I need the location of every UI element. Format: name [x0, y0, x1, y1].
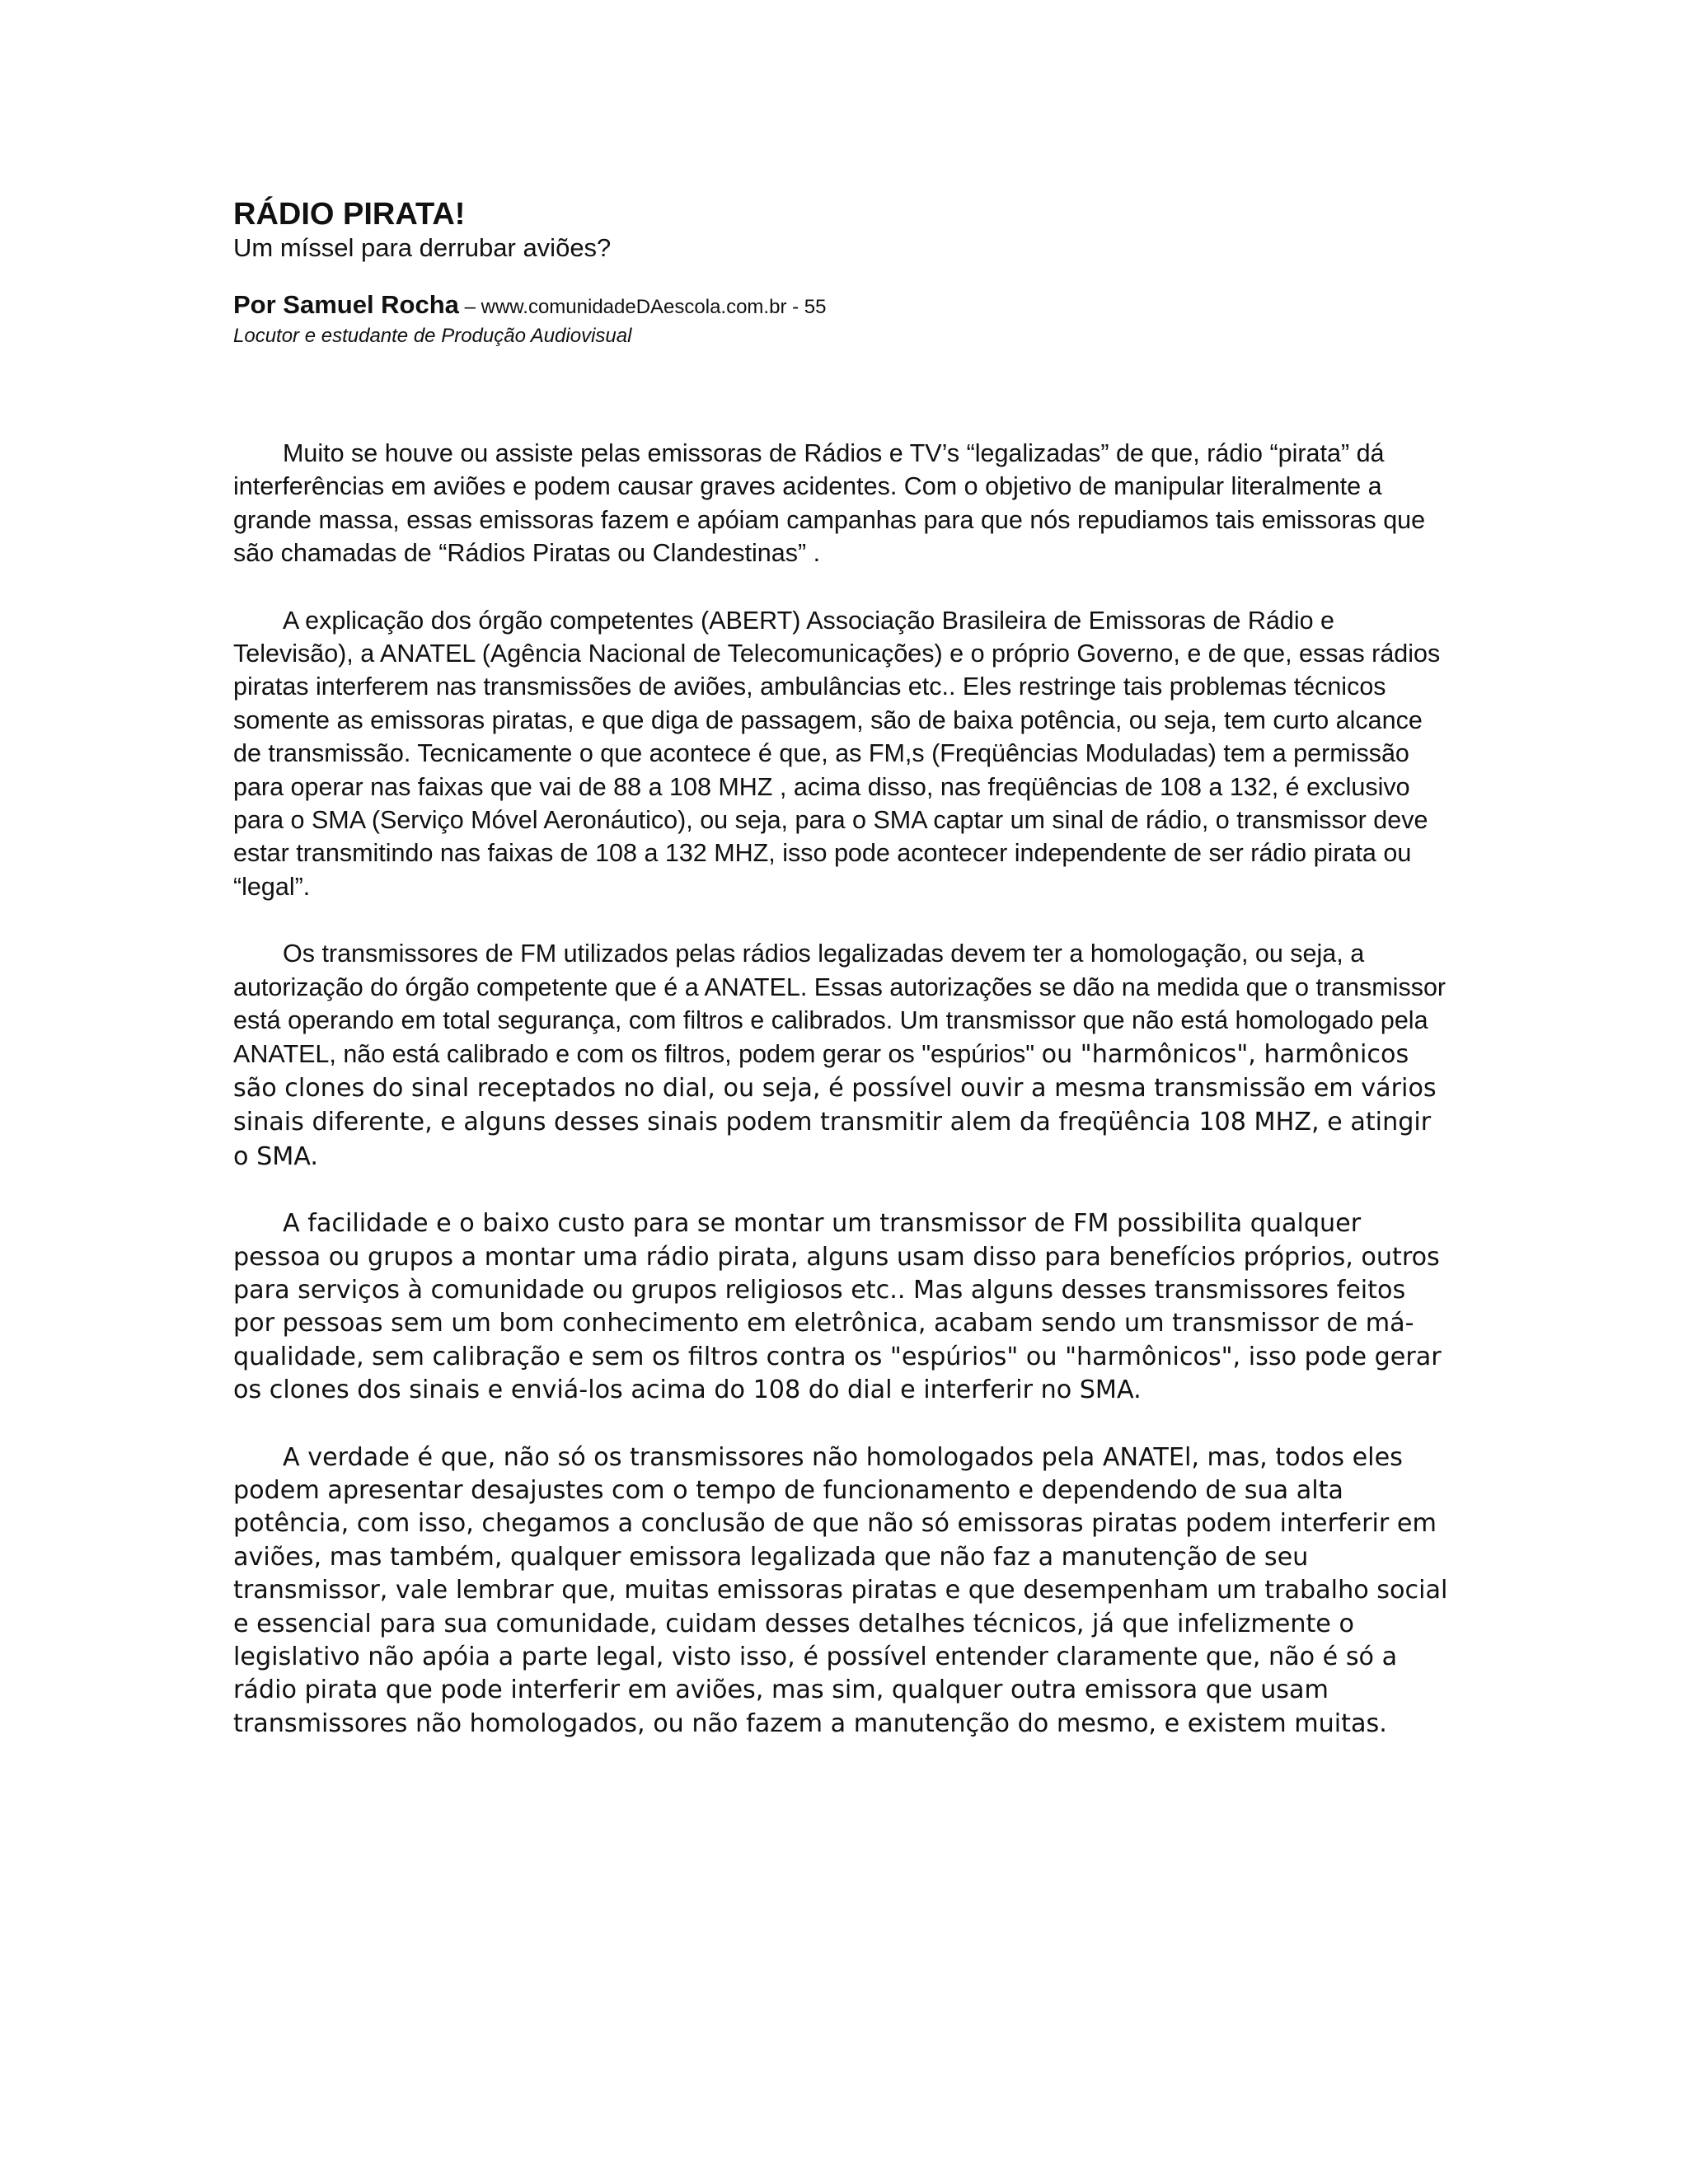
paragraph-5: A verdade é que, não só os transmissores não homologados pela ANATEl, mas, todos eles podem apresentar desajustes com o tempo de funcionamento e dependendo de sua alta potência, com isso, chegamos a conclusão de que não só emissoras piratas podem interferir em aviões, mas também, qualquer emissora legalizada que não faz a manutenção de seu transmissor, vale lembrar que, muitas emissoras piratas e que desempenham um trabalho social e essencial para sua comunidade, cuidam desses detalhes técnicos, já que infelizmente o legislativo não apóia a parte legal, visto isso, é possível entender claramente que, não é só a rádio pirata que pode interferir em aviões, mas sim, qualquer outra emissora que usam transmissores não homologados, ou não fazem a manutenção do mesmo, e existem muitas. — [233, 1442, 1448, 1738]
author-site: – www.comunidadeDAescola.com.br - 55 — [458, 296, 827, 318]
paragraph-3-part-2: ou "harmônicos", harmônicos são clones do sinal receptados no dial, ou seja, é possível ouvir a mesma transmissão em vários sinais diferente, e alguns desses sinais podem transmitir alem da freqüência 108 MHZ, e atingir o SMA. — [233, 1039, 1437, 1171]
paragraph-3 — [233, 937, 1453, 1174]
byline — [233, 290, 1453, 325]
article-body — [233, 437, 1453, 1741]
author-name: Por Samuel Rocha — [233, 290, 459, 319]
author-role: Locutor e estudante de Produção Audiovisual — [233, 325, 632, 347]
paragraph-2: A explicação dos órgão competentes (ABERT) Associação Brasileira de Emissoras de Rádio e Televisão), a ANATEL (Agência Nacional de Telecomunicações) e o próprio Governo, e de que, essas rádios piratas interferem nas transmissões de aviões, ambulâncias etc.. Eles restringe tais problemas técnicos somente as emissoras piratas, e que diga de passagem, são de baixa potência, ou seja, tem curto alcance de transmissão. Tecnicamente o que acontece é que, as FM,s (Freqüências Moduladas) tem a permissão para operar nas faixas que vai de 88 a 108 MHZ , acima disso, nas freqüências de 108 a 132, é exclusivo para o SMA (Serviço Móvel Aeronáutico), ou seja, para o SMA captar um sinal de rádio, o transmissor deve estar transmitindo nas faixas de 108 a 132 MHZ, isso pode acontecer independente de ser rádio pirata ou “legal”. — [233, 606, 1441, 901]
article-subtitle: Um míssel para derrubar aviões? — [233, 233, 612, 262]
paragraph-4: A facilidade e o baixo custo para se montar um transmissor de FM possibilita qualquer pessoa ou grupos a montar uma rádio pirata, alguns usam disso para benefícios próprios, outros para serviços à comunidade ou grupos religiosos etc.. Mas alguns desses transmissores feitos por pessoas sem um bom conhecimento em eletrônica, acabam sendo um transmissor de má-qualidade, sem calibração e sem os filtros contra os "espúrios" ou "harmônicos", isso pode gerar os clones dos sinais e enviá-los acima do 108 do dial e interferir no SMA. — [233, 1209, 1442, 1405]
paragraph-1: Muito se houve ou assiste pelas emissoras de Rádios e TV’s “legalizadas” de que, rádio “pirata” dá interferências em aviões e podem causar graves acidentes. Com o objetivo de manipular literalmente a grande massa, essas emissoras fazem e apóiam campanhas para que nós repudiamos tais emissoras que são chamadas de “Rádios Piratas ou Clandestinas” . — [233, 439, 1426, 568]
document-page — [233, 196, 1453, 1774]
article-title: RÁDIO PIRATA! — [233, 197, 466, 232]
paragraph-3-part-1: Os transmissores de FM utilizados pelas rádios legalizadas devem ter a homologação, ou seja, a autorização do órgão competente que é a ANATEL. Essas autorizações se dão na medida que o transmissor está operando em total segurança, com filtros e calibrados. Um transmissor que não está homologado pela ANATEL, não está calibrado e com os filtros, podem gerar os "espúrios" — [233, 940, 1447, 1068]
